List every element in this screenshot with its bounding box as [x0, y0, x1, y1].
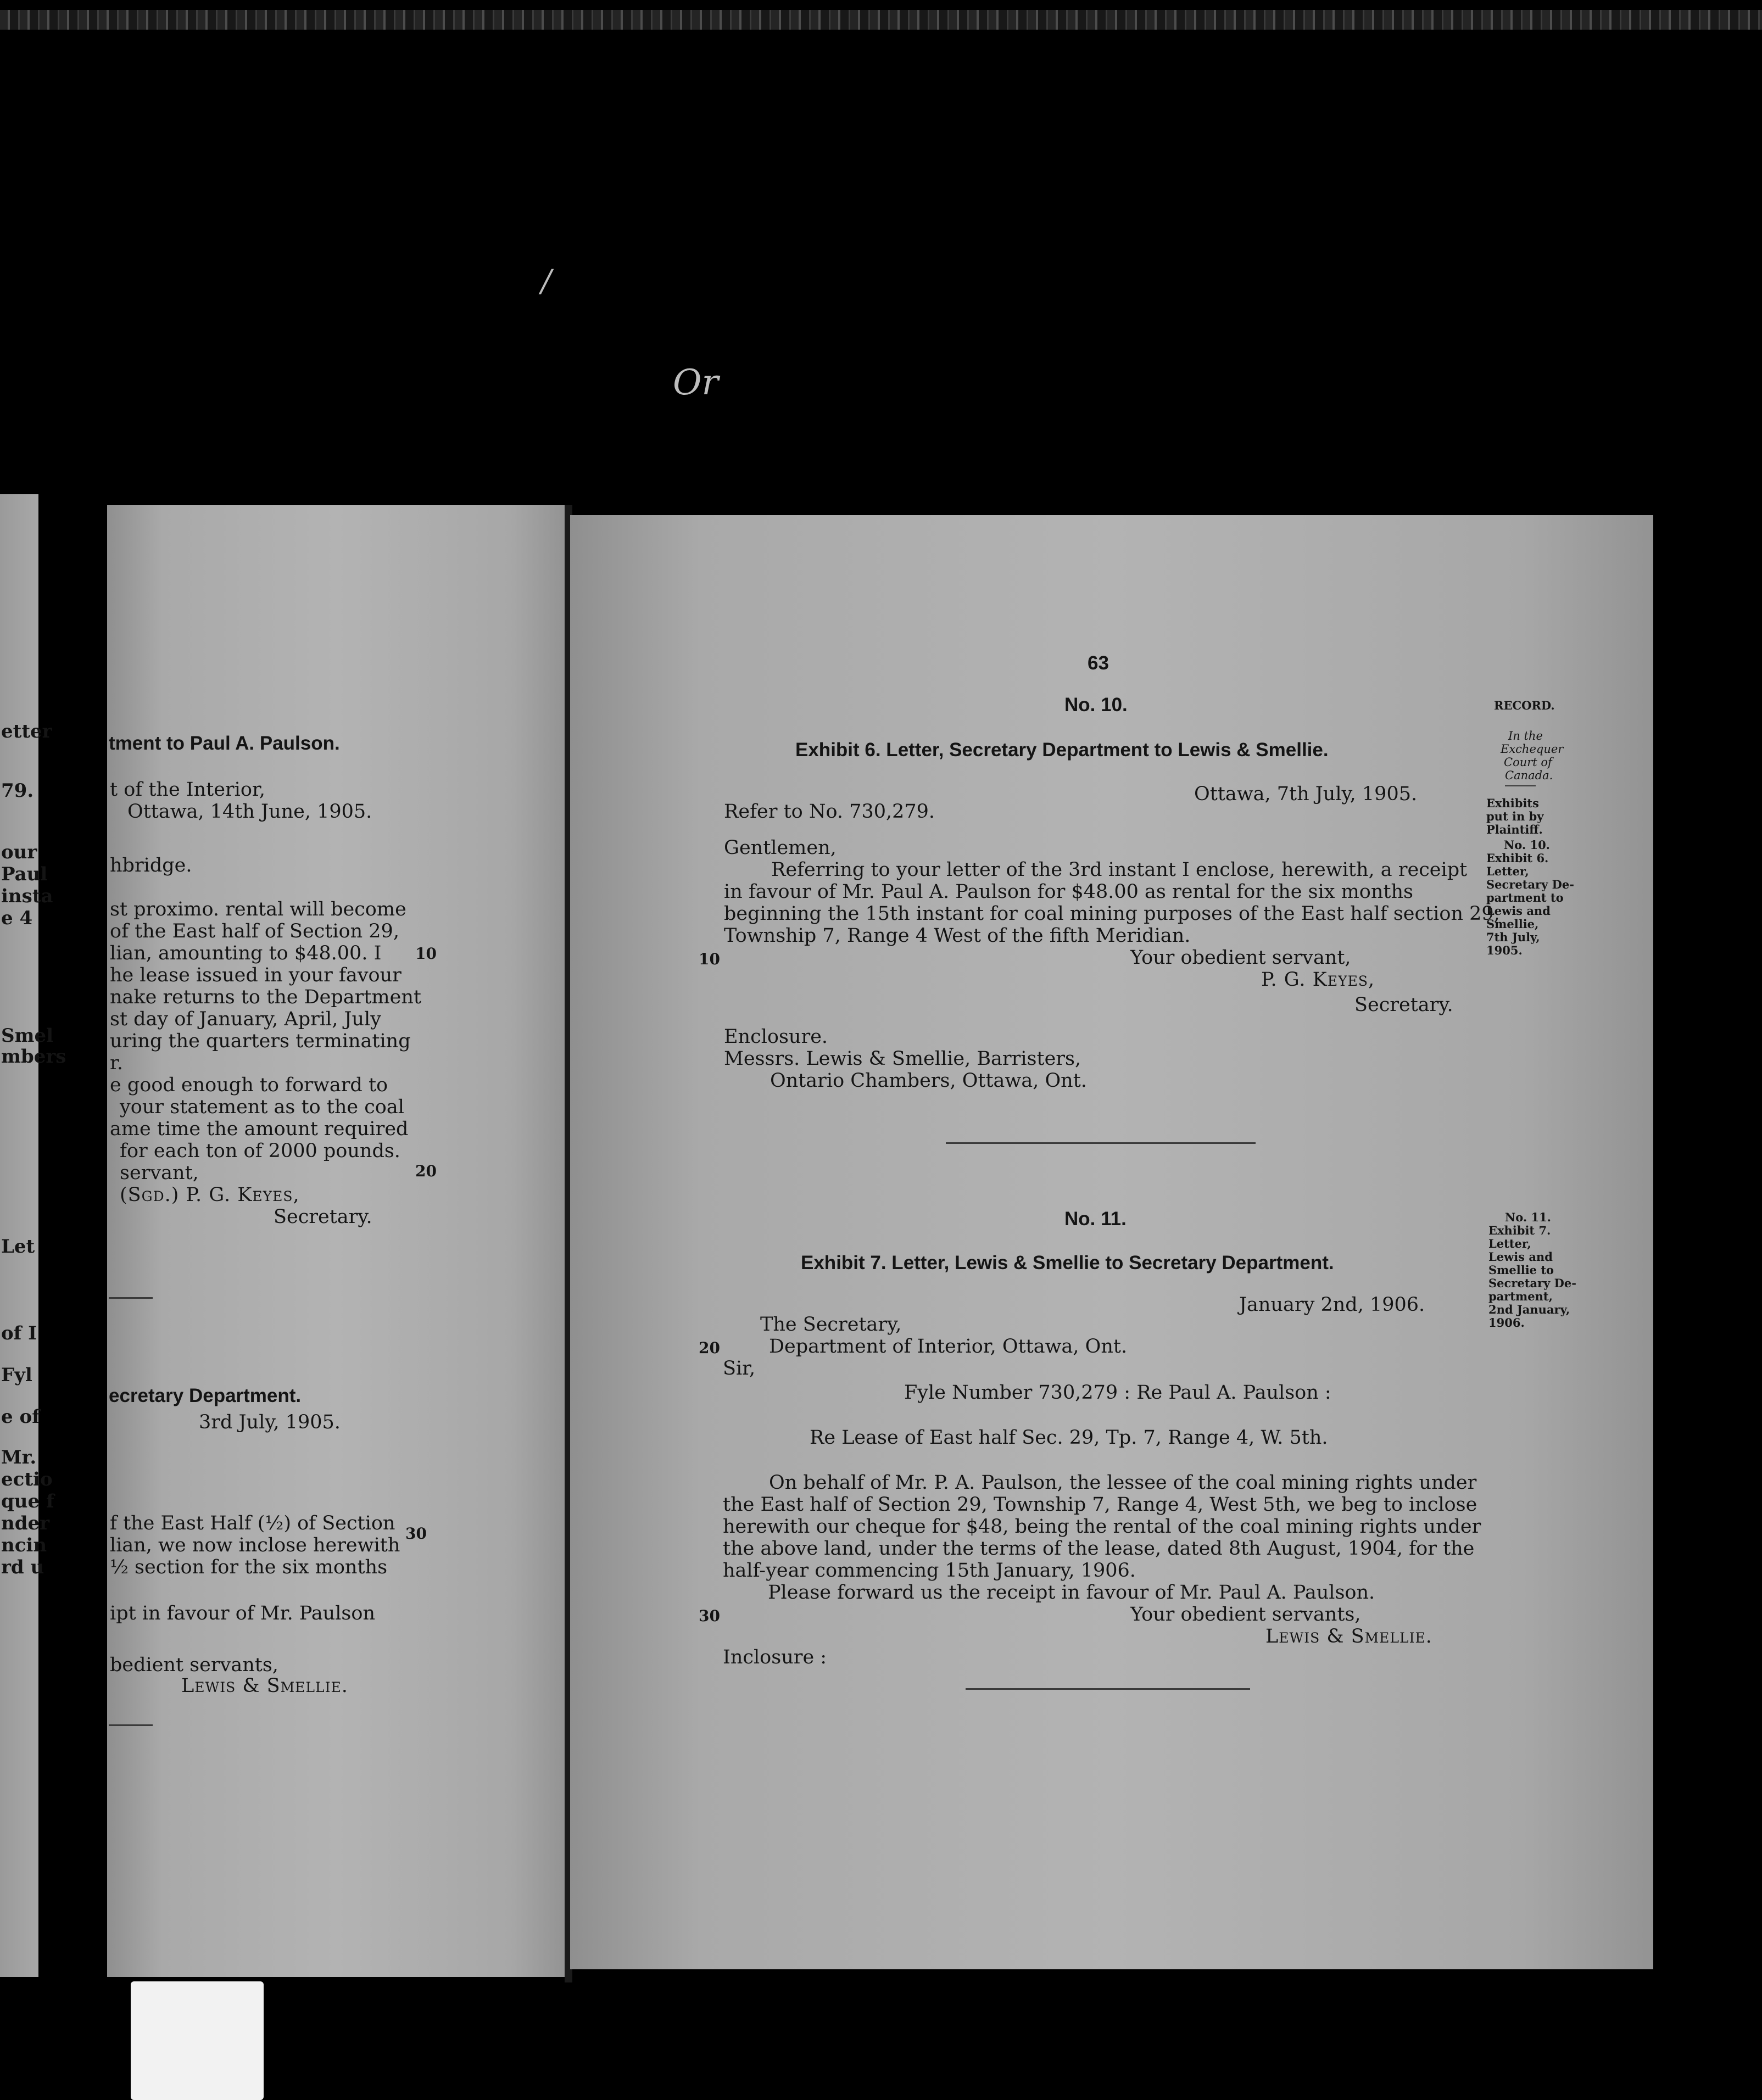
- left-body-line: e good enough to forward to: [110, 1074, 388, 1096]
- margin-rule: [1505, 785, 1536, 786]
- left-body-line: r.: [110, 1052, 124, 1074]
- no10-body-line: in favour of Mr. Paul A. Paulson for $48.00 as rental for the six months: [724, 881, 1413, 903]
- handwritten-mark: Or: [673, 362, 719, 403]
- no10-margin-note: 1905.: [1486, 943, 1523, 957]
- left-closing: bedient servants,: [110, 1654, 278, 1676]
- pen-stroke: /: [541, 264, 551, 299]
- no10-closing: Your obedient servant,: [1130, 947, 1351, 969]
- no11-inclosure: Inclosure :: [723, 1646, 827, 1668]
- no10-enclosure: Enclosure.: [724, 1026, 828, 1048]
- no11-body-line: the above land, under the terms of the lease, dated 8th August, 1904, for the: [723, 1538, 1475, 1560]
- no11-heading: No. 11.: [1064, 1208, 1127, 1230]
- left-body-line: st proximo. rental will become: [110, 898, 406, 920]
- exhibits-note: put in by: [1486, 809, 1544, 823]
- fragment-text: 79.: [1, 780, 34, 802]
- left-body-line: st day of January, April, July: [110, 1008, 382, 1030]
- divider-rule: [109, 1297, 153, 1299]
- no11-addressee: Department of Interior, Ottawa, Ont.: [769, 1336, 1128, 1358]
- no11-margin-note: Secretary De-: [1488, 1276, 1576, 1290]
- no10-margin-note: Exhibit 6.: [1486, 851, 1549, 865]
- fragment-text: ncin: [1, 1534, 47, 1556]
- fragment-text: Mr.: [1, 1446, 37, 1468]
- left-body-line: ame time the amount required: [110, 1118, 409, 1140]
- fragment-text: que f: [1, 1490, 54, 1512]
- no11-re-line: Fyle Number 730,279 : Re Paul A. Paulson :: [904, 1382, 1331, 1404]
- no10-margin-note: 7th July,: [1486, 930, 1540, 944]
- court-note: In the: [1508, 729, 1543, 742]
- no10-body-line: Township 7, Range 4 West of the fifth Meridian.: [724, 925, 1191, 947]
- left-line: Ottawa, 14th June, 1905.: [127, 801, 372, 823]
- exhibits-note: Plaintiff.: [1486, 823, 1543, 836]
- left-signature: (Sgd.) P. G. Keyes,: [120, 1184, 300, 1206]
- left-body-line: lian, amounting to $48.00. I: [110, 942, 382, 964]
- left-line: t of the Interior,: [110, 779, 265, 801]
- no11-signature: Lewis & Smellie.: [1265, 1626, 1432, 1647]
- no10-margin-note: Smellie,: [1486, 917, 1539, 931]
- fragment-text: e of: [1, 1406, 40, 1428]
- no11-date: January 2nd, 1906.: [1239, 1294, 1425, 1316]
- left-signature-2: Lewis & Smellie.: [181, 1675, 348, 1697]
- left-body-line: of the East half of Section 29,: [110, 920, 399, 942]
- left-body-line: servant,: [120, 1162, 199, 1184]
- court-note: Exchequer: [1501, 742, 1564, 756]
- left-body-line: ½ section for the six months: [110, 1556, 388, 1578]
- left-line: hbridge.: [110, 854, 192, 876]
- no11-body-line: half-year commencing 15th January, 1906.: [723, 1560, 1136, 1582]
- no10-margin-note: Letter,: [1486, 864, 1529, 878]
- left-body-line: uring the quarters terminating: [110, 1030, 411, 1052]
- divider-rule: [109, 1724, 153, 1726]
- fragment-text: ectio: [1, 1468, 53, 1490]
- no11-request: Please forward us the receipt in favour of Mr. Paul A. Paulson.: [768, 1582, 1375, 1604]
- no10-date: Ottawa, 7th July, 1905.: [1194, 783, 1418, 805]
- page-number: 63: [1088, 652, 1109, 674]
- left-line-number: 10: [415, 945, 437, 963]
- left-line-number: 30: [405, 1524, 427, 1543]
- fragment-text: mbers: [1, 1046, 66, 1068]
- left-heading-1: tment to Paul A. Paulson.: [109, 733, 340, 754]
- no11-margin-note: Exhibit 7.: [1488, 1224, 1551, 1237]
- fragment-text: Smel: [1, 1025, 54, 1047]
- left-heading-2: ecretary Department.: [109, 1385, 302, 1406]
- section-divider: [946, 1142, 1256, 1144]
- no11-margin-note: No. 11.: [1505, 1210, 1551, 1224]
- fragment-text: etter: [1, 721, 52, 742]
- fragment-text: nder: [1, 1512, 50, 1534]
- fragment-text: Paul: [1, 863, 48, 885]
- fragment-text: our: [1, 841, 37, 863]
- no10-refer: Refer to No. 730,279.: [724, 801, 935, 823]
- no11-margin-note: Lewis and: [1488, 1250, 1553, 1264]
- fragment-text: of I: [1, 1322, 37, 1344]
- no10-margin-note: Lewis and: [1486, 904, 1551, 918]
- no11-margin-note: partment,: [1488, 1289, 1553, 1303]
- no10-address: Ontario Chambers, Ottawa, Ont.: [770, 1070, 1087, 1092]
- white-label-patch: [131, 1981, 264, 2100]
- left-body-line: your statement as to the coal: [120, 1096, 404, 1118]
- right-line-number: 10: [699, 950, 720, 968]
- fragment-text: e 4: [1, 907, 33, 929]
- section-divider: [966, 1688, 1250, 1690]
- left-body-line: he lease issued in your favour: [110, 964, 402, 986]
- right-line-number: 30: [699, 1607, 720, 1625]
- no10-title: Exhibit 6. Letter, Secretary Department to Lewis & Smellie.: [795, 739, 1329, 761]
- no10-address: Messrs. Lewis & Smellie, Barristers,: [724, 1048, 1081, 1070]
- no11-margin-note: 1906.: [1488, 1316, 1525, 1330]
- no11-body-line: herewith our cheque for $48, being the rental of the coal mining rights under: [723, 1516, 1481, 1538]
- no11-margin-note: Smellie to: [1488, 1263, 1554, 1277]
- no11-body-line: On behalf of Mr. P. A. Paulson, the lessee of the coal mining rights under: [769, 1472, 1477, 1494]
- fragment-text: Fyl: [1, 1364, 32, 1386]
- record-label: RECORD.: [1494, 699, 1555, 712]
- left-body-line: ipt in favour of Mr. Paulson: [110, 1602, 375, 1624]
- left-date: 3rd July, 1905.: [199, 1411, 341, 1433]
- no10-salutation: Gentlemen,: [724, 837, 837, 859]
- left-body-line: f the East Half (½) of Section: [110, 1512, 395, 1534]
- fragment-text: insta: [1, 885, 53, 907]
- court-note: Court of: [1504, 756, 1552, 769]
- no10-signature: P. G. Keyes,: [1261, 969, 1375, 991]
- left-body-line: lian, we now inclose herewith: [110, 1534, 400, 1556]
- no11-addressee: The Secretary,: [760, 1314, 902, 1336]
- left-line-number: 20: [415, 1162, 437, 1180]
- no11-body-line: the East half of Section 29, Township 7, Range 4, West 5th, we beg to inclose: [723, 1494, 1477, 1516]
- no11-closing: Your obedient servants,: [1130, 1604, 1361, 1626]
- no11-salutation: Sir,: [723, 1358, 756, 1379]
- no11-title: Exhibit 7. Letter, Lewis & Smellie to Secretary Department.: [801, 1252, 1334, 1274]
- film-edge-strip: [0, 10, 1762, 30]
- no10-margin-note: No. 10.: [1504, 838, 1550, 852]
- left-body-line: for each ton of 2000 pounds.: [120, 1140, 400, 1162]
- fragment-text: Let: [1, 1236, 35, 1258]
- right-line-number: 20: [699, 1339, 720, 1357]
- no11-re-line: Re Lease of East half Sec. 29, Tp. 7, Range 4, W. 5th.: [810, 1427, 1328, 1449]
- fragment-text: rd u: [1, 1556, 44, 1578]
- no10-heading: No. 10.: [1064, 694, 1128, 716]
- no10-margin-note: Secretary De-: [1486, 878, 1574, 891]
- exhibits-note: Exhibits: [1486, 796, 1539, 810]
- left-page: [107, 505, 566, 1977]
- no11-margin-note: Letter,: [1488, 1237, 1531, 1250]
- no10-body-line: beginning the 15th instant for coal mining purposes of the East half section 29,: [724, 903, 1500, 925]
- no10-margin-note: partment to: [1486, 891, 1564, 904]
- left-sig-title: Secretary.: [274, 1206, 372, 1228]
- court-note: Canada.: [1505, 769, 1553, 782]
- no11-margin-note: 2nd January,: [1488, 1303, 1570, 1316]
- no10-sig-title: Secretary.: [1354, 994, 1453, 1016]
- left-body-line: nake returns to the Department: [110, 986, 421, 1008]
- no10-body-line: Referring to your letter of the 3rd instant I enclose, herewith, a receipt: [771, 859, 1468, 881]
